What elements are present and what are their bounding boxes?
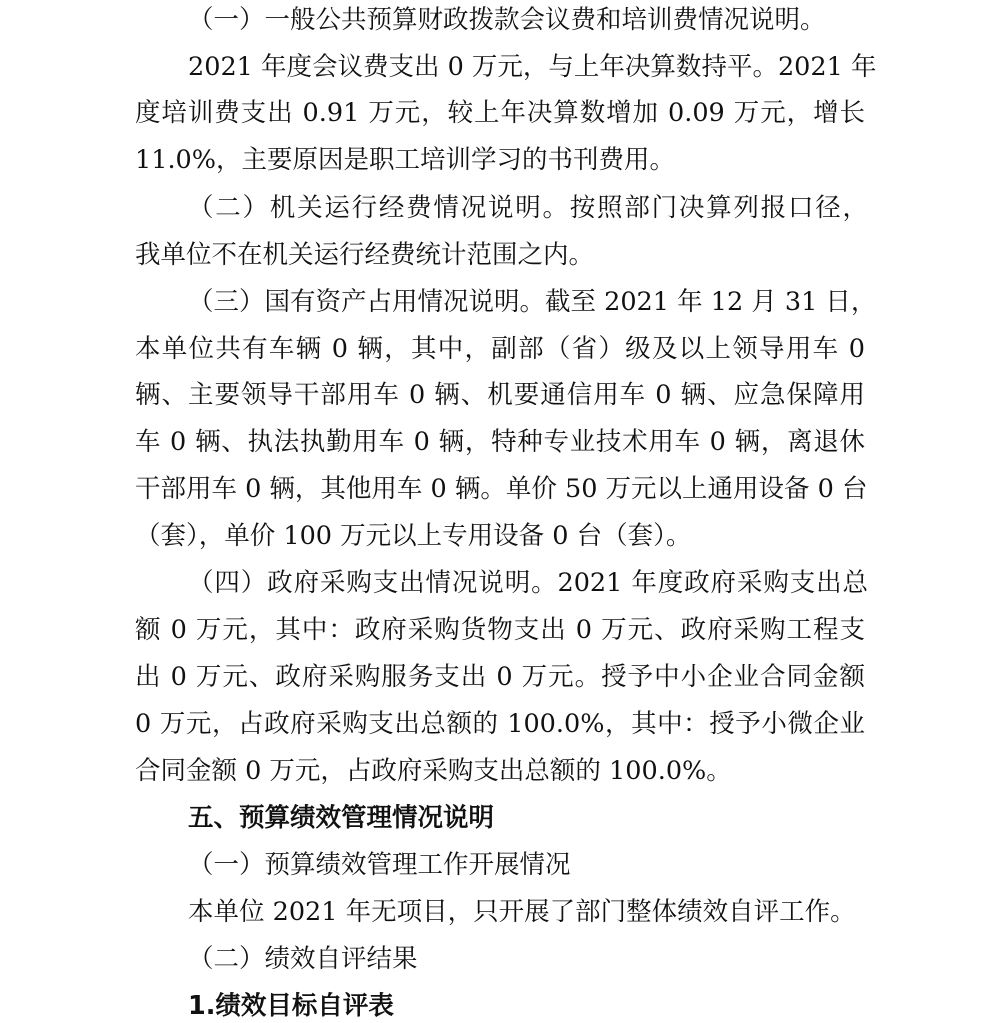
heading-goal-table: 1.绩效目标自评表 [188,991,394,1021]
paragraph-line: 干部用车 0 辆，其他用车 0 辆。单价 50 万元以上通用设备 0 台 [135,474,868,504]
paragraph-line: 0 万元，占政府采购支出总额的 100.0%，其中：授予小微企业 [135,709,865,739]
section-heading-performance: 五、预算绩效管理情况说明 [188,803,495,833]
subsection-title-performance-work: （一）预算绩效管理工作开展情况 [188,850,571,880]
subsection-title-operating-expenses: （二）机关运行经费情况说明。按照部门决算列报口径， [188,193,868,223]
subsection-title-self-evaluation: （二）绩效自评结果 [188,944,418,974]
paragraph-line: 2021 年度会议费支出 0 万元，与上年决算数持平。2021 年 [188,52,877,82]
paragraph-line: 11.0%，主要原因是职工培训学习的书刊费用。 [135,145,676,175]
paragraph-line: 本单位 2021 年无项目，只开展了部门整体绩效自评工作。 [188,897,856,927]
subsection-title-state-assets: （三）国有资产占用情况说明。截至 2021 年 12 月 31 日， [188,287,877,317]
paragraph-line: 合同金额 0 万元，占政府采购支出总额的 100.0%。 [135,756,732,786]
paragraph-line: 出 0 万元、政府采购服务支出 0 万元。授予中小企业合同金额 [135,662,865,692]
paragraph-line: 辆、主要领导干部用车 0 辆、机要通信用车 0 辆、应急保障用 [135,380,865,410]
paragraph-line: 额 0 万元，其中：政府采购货物支出 0 万元、政府采购工程支 [135,615,865,645]
paragraph-line: 度培训费支出 0.91 万元，较上年决算数增加 0.09 万元，增长 [135,98,865,128]
paragraph-line: 我单位不在机关运行经费统计范围之内。 [135,240,595,270]
subsection-title-procurement: （四）政府采购支出情况说明。2021 年度政府采购支出总 [188,568,868,598]
paragraph-line: 本单位共有车辆 0 辆，其中，副部（省）级及以上领导用车 0 [135,334,865,364]
paragraph-line: （套），单价 100 万元以上专用设备 0 台（套）。 [135,521,692,551]
paragraph-line: 车 0 辆、执法执勤用车 0 辆，特种专业技术用车 0 辆，离退休 [135,427,865,457]
subsection-title-meeting-training: （一）一般公共预算财政拨款会议费和培训费情况说明。 [188,5,826,35]
